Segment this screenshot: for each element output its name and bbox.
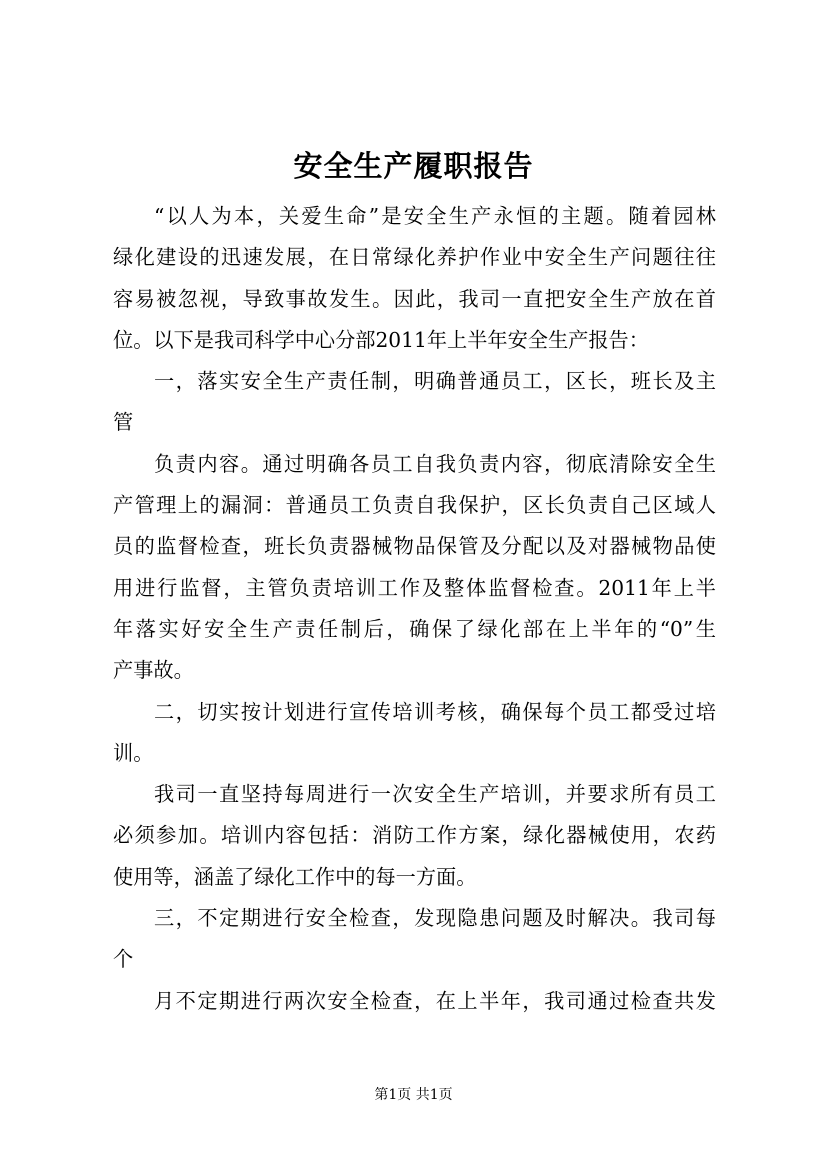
body-line: 个 — [113, 947, 134, 972]
body-line: 二，切实按计划进行宣传培训考核，确保每个员工都受过培 — [154, 699, 716, 724]
body-line: 绿化建设的迅速发展，在日常绿化养护作业中安全生产问题往往 — [113, 245, 716, 270]
body-line: 使用等，涵盖了绿化工作中的每一方面。 — [113, 864, 477, 889]
body-line: 负责内容。通过明确各员工自我负责内容，彻底清除安全生 — [154, 451, 716, 476]
body-line: 月不定期进行两次安全检查，在上半年，我司通过检查共发 — [154, 988, 716, 1013]
body-line: 训。 — [113, 740, 154, 765]
body-line: 产管理上的漏洞：普通员工负责自我保护，区长负责自己区域人 — [113, 493, 716, 518]
document-title: 安全生产履职报告 — [293, 149, 534, 183]
body-line: 管 — [113, 410, 134, 435]
body-line: 位。以下是我司科学中心分部2011年上半年安全生产报告： — [113, 327, 649, 352]
body-line: “以人为本，关爱生命”是安全生产永恒的主题。随着园林 — [154, 204, 716, 228]
body-line: 一，落实安全生产责任制，明确普通员工，区长，班长及主 — [154, 369, 716, 394]
document-body — [113, 196, 716, 1022]
body-line: 用进行监督，主管负责培训工作及整体监督检查。2011年上半 — [113, 575, 716, 600]
body-line: 员的监督检查，班长负责器械物品保管及分配以及对器械物品使 — [113, 534, 716, 559]
page-footer: 第1页 共1页 — [374, 1087, 453, 1103]
body-line: 产事故。 — [113, 658, 194, 683]
body-line: 我司一直坚持每周进行一次安全生产培训，并要求所有员工 — [154, 782, 716, 807]
body-line: 必须参加。培训内容包括：消防工作方案，绿化器械使用，农药 — [113, 823, 716, 848]
body-line: 三，不定期进行安全检查，发现隐患问题及时解决。我司每 — [154, 906, 716, 931]
body-line: 容易被忽视，导致事故发生。因此，我司一直把安全生产放在首 — [113, 286, 716, 311]
body-line: 年落实好安全生产责任制后，确保了绿化部在上半年的“0”生 — [113, 616, 716, 641]
